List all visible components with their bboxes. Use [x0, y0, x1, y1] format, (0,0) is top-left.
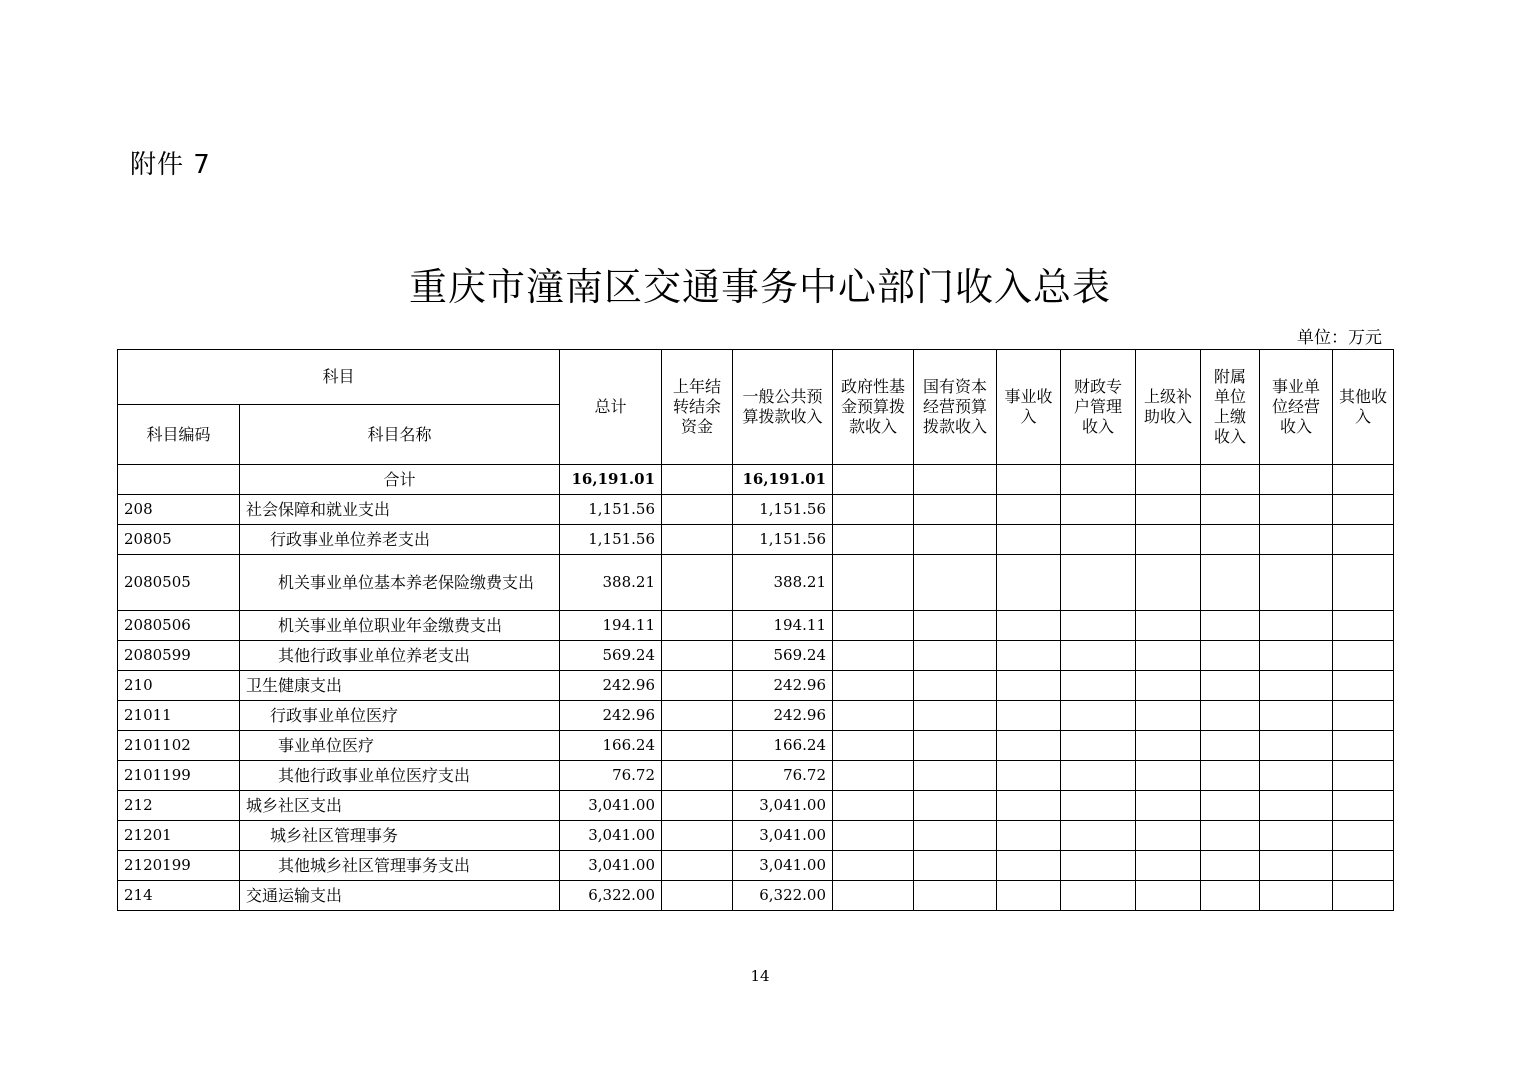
row-fiscal-special: [1061, 701, 1136, 731]
row-state-capital: [914, 761, 997, 791]
row-general-budget: 76.72: [733, 761, 833, 791]
row-total: 388.21: [560, 555, 662, 611]
attachment-label: 附件 7: [130, 150, 211, 180]
row-superior-subsidy: [1136, 495, 1201, 525]
table-row: [118, 525, 1394, 555]
row-state-capital: [914, 791, 997, 821]
row-other-income: [1333, 671, 1394, 701]
row-prior-carryover: [662, 761, 733, 791]
row-prior-carryover: [662, 881, 733, 911]
row-name: 其他城乡社区管理事务支出: [240, 851, 560, 881]
row-superior-subsidy: [1136, 611, 1201, 641]
row-code: 2080505: [118, 555, 240, 611]
row-business-operating: [1260, 881, 1333, 911]
row-gov-fund: [833, 701, 914, 731]
row-business-operating: [1260, 641, 1333, 671]
row-business-income: [997, 881, 1061, 911]
total-row-total: 16,191.01: [560, 465, 662, 495]
row-gov-fund: [833, 555, 914, 611]
row-state-capital: [914, 701, 997, 731]
header-superior-subsidy: 上级补助收入: [1136, 350, 1201, 465]
row-superior-subsidy: [1136, 701, 1201, 731]
row-prior-carryover: [662, 671, 733, 701]
header-fiscal-special: 财政专户管理收入: [1061, 350, 1136, 465]
row-general-budget: 3,041.00: [733, 791, 833, 821]
total-row-general-budget: 16,191.01: [733, 465, 833, 495]
row-general-budget: 194.11: [733, 611, 833, 641]
table-body: [118, 465, 1394, 911]
row-code: 20805: [118, 525, 240, 555]
row-total: 242.96: [560, 671, 662, 701]
row-code: 2120199: [118, 851, 240, 881]
row-business-operating: [1260, 761, 1333, 791]
row-state-capital: [914, 851, 997, 881]
row-gov-fund: [833, 525, 914, 555]
header-prior-carryover: 上年结转结余资金: [662, 350, 733, 465]
row-fiscal-special: [1061, 791, 1136, 821]
row-other-income: [1333, 701, 1394, 731]
row-other-income: [1333, 731, 1394, 761]
table-row: [118, 851, 1394, 881]
row-code: 2080506: [118, 611, 240, 641]
row-affiliated-payment: [1201, 611, 1260, 641]
table-row: [118, 671, 1394, 701]
row-gov-fund: [833, 641, 914, 671]
income-summary-table: [117, 349, 1394, 911]
row-fiscal-special: [1061, 525, 1136, 555]
row-gov-fund: [833, 881, 914, 911]
row-total: 166.24: [560, 731, 662, 761]
row-general-budget: 3,041.00: [733, 821, 833, 851]
row-affiliated-payment: [1201, 851, 1260, 881]
row-fiscal-special: [1061, 611, 1136, 641]
row-business-income: [997, 611, 1061, 641]
row-superior-subsidy: [1136, 821, 1201, 851]
row-other-income: [1333, 821, 1394, 851]
header-business-operating: 事业单位经营收入: [1260, 350, 1333, 465]
row-total: 569.24: [560, 641, 662, 671]
row-gov-fund: [833, 821, 914, 851]
row-affiliated-payment: [1201, 821, 1260, 851]
row-code: 21011: [118, 701, 240, 731]
row-code: 2101199: [118, 761, 240, 791]
row-affiliated-payment: [1201, 495, 1260, 525]
header-other-income: 其他收入: [1333, 350, 1394, 465]
row-superior-subsidy: [1136, 555, 1201, 611]
row-fiscal-special: [1061, 671, 1136, 701]
row-code: 2101102: [118, 731, 240, 761]
row-prior-carryover: [662, 791, 733, 821]
row-business-operating: [1260, 821, 1333, 851]
row-prior-carryover: [662, 641, 733, 671]
row-prior-carryover: [662, 555, 733, 611]
row-superior-subsidy: [1136, 881, 1201, 911]
header-business-income: 事业收入: [997, 350, 1061, 465]
page-number: 14: [750, 967, 770, 985]
row-affiliated-payment: [1201, 525, 1260, 555]
table-row: [118, 881, 1394, 911]
row-affiliated-payment: [1201, 701, 1260, 731]
row-prior-carryover: [662, 611, 733, 641]
header-gov-fund: 政府性基金预算拨款收入: [833, 350, 914, 465]
row-affiliated-payment: [1201, 555, 1260, 611]
row-other-income: [1333, 641, 1394, 671]
row-state-capital: [914, 731, 997, 761]
row-affiliated-payment: [1201, 881, 1260, 911]
row-name: 城乡社区管理事务: [240, 821, 560, 851]
header-state-capital: 国有资本经营预算拨款收入: [914, 350, 997, 465]
table-row: [118, 791, 1394, 821]
table-row: [118, 495, 1394, 525]
row-fiscal-special: [1061, 495, 1136, 525]
header-affiliated-payment: 附属单位上缴收入: [1201, 350, 1260, 465]
row-code: 21201: [118, 821, 240, 851]
row-general-budget: 242.96: [733, 671, 833, 701]
row-gov-fund: [833, 791, 914, 821]
row-state-capital: [914, 611, 997, 641]
row-prior-carryover: [662, 851, 733, 881]
row-code: 2080599: [118, 641, 240, 671]
row-total: 242.96: [560, 701, 662, 731]
row-fiscal-special: [1061, 761, 1136, 791]
row-fiscal-special: [1061, 821, 1136, 851]
row-superior-subsidy: [1136, 731, 1201, 761]
total-row-code: [118, 465, 240, 495]
row-gov-fund: [833, 761, 914, 791]
row-general-budget: 1,151.56: [733, 495, 833, 525]
row-business-income: [997, 555, 1061, 611]
row-business-income: [997, 701, 1061, 731]
row-name: 社会保障和就业支出: [240, 495, 560, 525]
row-total: 1,151.56: [560, 495, 662, 525]
row-name: 其他行政事业单位医疗支出: [240, 761, 560, 791]
row-business-income: [997, 731, 1061, 761]
row-superior-subsidy: [1136, 671, 1201, 701]
table-row: [118, 821, 1394, 851]
row-fiscal-special: [1061, 555, 1136, 611]
row-affiliated-payment: [1201, 641, 1260, 671]
page-title: 重庆市潼南区交通事务中心部门收入总表: [408, 265, 1111, 309]
row-business-income: [997, 641, 1061, 671]
row-business-income: [997, 761, 1061, 791]
row-prior-carryover: [662, 731, 733, 761]
row-affiliated-payment: [1201, 731, 1260, 761]
row-name: 城乡社区支出: [240, 791, 560, 821]
row-business-income: [997, 851, 1061, 881]
row-other-income: [1333, 495, 1394, 525]
header-total: 总计: [560, 350, 662, 465]
row-general-budget: 569.24: [733, 641, 833, 671]
row-total: 3,041.00: [560, 821, 662, 851]
header-general-budget: 一般公共预算拨款收入: [733, 350, 833, 465]
row-prior-carryover: [662, 495, 733, 525]
row-general-budget: 388.21: [733, 555, 833, 611]
header-subject-code: 科目编码: [118, 405, 240, 465]
row-business-operating: [1260, 731, 1333, 761]
row-other-income: [1333, 791, 1394, 821]
row-code: 212: [118, 791, 240, 821]
row-prior-carryover: [662, 525, 733, 555]
row-name: 事业单位医疗: [240, 731, 560, 761]
row-business-income: [997, 821, 1061, 851]
row-business-operating: [1260, 701, 1333, 731]
row-affiliated-payment: [1201, 761, 1260, 791]
row-business-operating: [1260, 611, 1333, 641]
table-row: [118, 701, 1394, 731]
row-business-income: [997, 525, 1061, 555]
header-subject-group: 科目: [118, 350, 560, 405]
row-other-income: [1333, 525, 1394, 555]
row-affiliated-payment: [1201, 671, 1260, 701]
row-general-budget: 166.24: [733, 731, 833, 761]
row-other-income: [1333, 761, 1394, 791]
row-business-income: [997, 495, 1061, 525]
row-total: 6,322.00: [560, 881, 662, 911]
row-business-income: [997, 791, 1061, 821]
row-name: 行政事业单位医疗: [240, 701, 560, 731]
row-state-capital: [914, 495, 997, 525]
row-business-operating: [1260, 555, 1333, 611]
row-name: 机关事业单位职业年金缴费支出: [240, 611, 560, 641]
row-gov-fund: [833, 671, 914, 701]
row-fiscal-special: [1061, 731, 1136, 761]
row-superior-subsidy: [1136, 761, 1201, 791]
table-header: [118, 350, 1394, 465]
row-business-income: [997, 671, 1061, 701]
row-other-income: [1333, 881, 1394, 911]
row-name: 其他行政事业单位养老支出: [240, 641, 560, 671]
row-total: 1,151.56: [560, 525, 662, 555]
row-state-capital: [914, 555, 997, 611]
table-row: [118, 555, 1394, 611]
row-business-operating: [1260, 525, 1333, 555]
row-name: 卫生健康支出: [240, 671, 560, 701]
total-row: [118, 465, 1394, 495]
row-state-capital: [914, 525, 997, 555]
row-business-operating: [1260, 791, 1333, 821]
row-business-operating: [1260, 495, 1333, 525]
row-superior-subsidy: [1136, 791, 1201, 821]
table-row: [118, 641, 1394, 671]
row-prior-carryover: [662, 701, 733, 731]
row-business-operating: [1260, 671, 1333, 701]
row-total: 3,041.00: [560, 791, 662, 821]
row-code: 214: [118, 881, 240, 911]
table-row: [118, 731, 1394, 761]
row-name: 行政事业单位养老支出: [240, 525, 560, 555]
row-fiscal-special: [1061, 851, 1136, 881]
row-other-income: [1333, 851, 1394, 881]
row-code: 208: [118, 495, 240, 525]
total-row-prior-carryover: [662, 465, 733, 495]
header-subject-name: 科目名称: [240, 405, 560, 465]
row-total: 194.11: [560, 611, 662, 641]
row-name: 交通运输支出: [240, 881, 560, 911]
table-row: [118, 611, 1394, 641]
row-gov-fund: [833, 611, 914, 641]
row-gov-fund: [833, 731, 914, 761]
row-fiscal-special: [1061, 881, 1136, 911]
row-other-income: [1333, 555, 1394, 611]
row-gov-fund: [833, 851, 914, 881]
unit-label: 单位：万元: [1297, 328, 1382, 348]
row-general-budget: 242.96: [733, 701, 833, 731]
row-total: 76.72: [560, 761, 662, 791]
total-row-label: 合计: [240, 465, 560, 495]
row-state-capital: [914, 821, 997, 851]
row-total: 3,041.00: [560, 851, 662, 881]
row-superior-subsidy: [1136, 525, 1201, 555]
row-other-income: [1333, 611, 1394, 641]
row-gov-fund: [833, 495, 914, 525]
row-superior-subsidy: [1136, 641, 1201, 671]
row-state-capital: [914, 881, 997, 911]
table-row: [118, 761, 1394, 791]
row-general-budget: 6,322.00: [733, 881, 833, 911]
row-superior-subsidy: [1136, 851, 1201, 881]
row-state-capital: [914, 641, 997, 671]
row-affiliated-payment: [1201, 791, 1260, 821]
row-state-capital: [914, 671, 997, 701]
row-general-budget: 3,041.00: [733, 851, 833, 881]
row-code: 210: [118, 671, 240, 701]
row-fiscal-special: [1061, 641, 1136, 671]
row-prior-carryover: [662, 821, 733, 851]
row-business-operating: [1260, 851, 1333, 881]
row-general-budget: 1,151.56: [733, 525, 833, 555]
row-name: 机关事业单位基本养老保险缴费支出: [240, 555, 560, 611]
